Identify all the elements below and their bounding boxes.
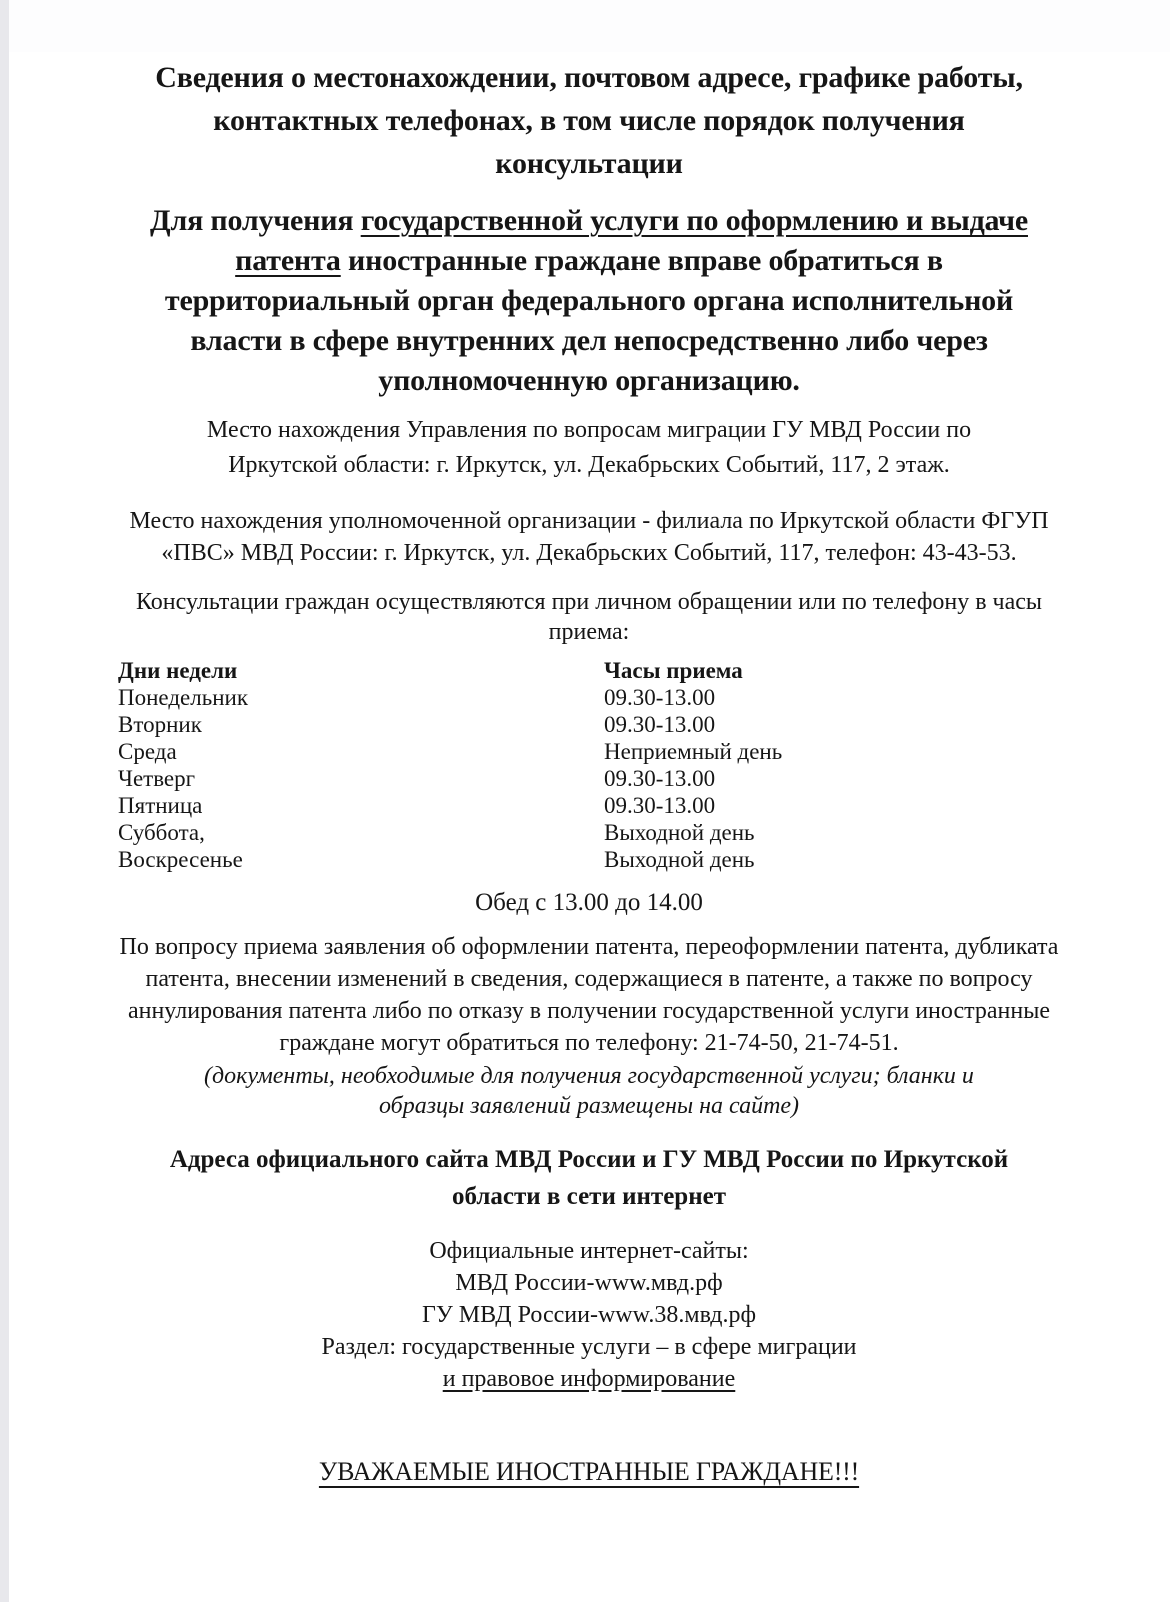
sites-section-line: Раздел: государственные услуги – в сфере миграции [321, 1334, 857, 1360]
location-umvd-paragraph: Место нахождения Управления по вопросам миграции ГУ МВД России по Иркутской области: г. Иркутск, ул. Декабрьских Событий, 117, 2 этаж. [206, 417, 972, 478]
schedule-day: Четверг [118, 766, 196, 791]
schedule-row-sunday [118, 846, 1066, 873]
schedule-hours: Неприемный день [604, 739, 783, 764]
schedule-day: Среда [118, 739, 177, 764]
footer-address-text: УВАЖАЕМЫЕ ИНОСТРАННЫЕ ГРАЖДАНЕ!!! [318, 1457, 860, 1486]
schedule-hours: 09.30-13.00 [604, 712, 716, 737]
document-title: Сведения о местонахождении, почтовом адресе, графике работы, контактных телефонах, в том числе порядок получения консультации [155, 61, 1023, 180]
schedule-header-days: Дни недели [118, 658, 238, 683]
intro-paragraph [127, 201, 1052, 401]
consultations-paragraph: Консультации граждан осуществляются при личном обращении или по телефону в часы приема: [135, 589, 1043, 645]
site-mvd-russia: МВД России-www.мвд.рф [455, 1270, 723, 1296]
intro-suffix: иностранные граждане вправе обратиться в территориальный орган федерального органа исполнительной власти в сфере внутренних дел непосредственно либо через уполномоченную организацию. [164, 244, 1014, 397]
intro-underlined-phrase: государственной услуги по оформлению и выдаче патента [235, 204, 1028, 277]
schedule-row-thursday [118, 765, 1066, 792]
schedule-hours: Выходной день [604, 847, 755, 872]
site-gu-mvd-russia: ГУ МВД России-www.38.мвд.рф [421, 1302, 757, 1328]
schedule-day: Суббота, [118, 820, 205, 845]
schedule-day: Вторник [118, 712, 202, 737]
phones-paragraph: По вопросу приема заявления об оформлении патента, переоформлении патента, дубликата патента, внесении изменений в сведения, содержащиеся в патенте, а также по вопросу аннулирования патента либо по отказу в получении государственной услуги иностранные граждане могут обратиться по телефону: 21-74-50, 21-74-51. [119, 934, 1059, 1056]
schedule-header-hours: Часы приема [604, 658, 743, 683]
schedule-row-monday [118, 684, 1066, 711]
schedule-row-friday [118, 792, 1066, 819]
schedule-row-wednesday [118, 738, 1066, 765]
schedule-row-tuesday [118, 711, 1066, 738]
schedule-hours: 09.30-13.00 [604, 685, 716, 710]
schedule-day: Пятница [118, 793, 203, 818]
schedule-row-saturday [118, 819, 1066, 846]
location-fgup-paragraph: Место нахождения уполномоченной организации - филиала по Иркутской области ФГУП «ПВС» МВД России: г. Иркутск, ул. Декабрьских Событий, 117, телефон: 43-43-53. [129, 508, 1049, 566]
documents-note: (документы, необходимые для получения государственной услуги; бланки и образцы заявлений размещены на сайте) [204, 1063, 974, 1119]
footer-address-line [112, 1457, 1066, 1487]
schedule-day: Понедельник [118, 685, 248, 710]
sites-heading: Адреса официального сайта МВД России и ГУ МВД России по Иркутской области в сети интернет [169, 1146, 1009, 1210]
sites-intro-line: Официальные интернет-сайты: [429, 1238, 749, 1264]
lunch-break-line: Обед с 13.00 до 14.00 [475, 889, 703, 916]
schedule-hours: 09.30-13.00 [604, 793, 716, 818]
sites-block [112, 1235, 1066, 1395]
schedule-table [112, 657, 1066, 873]
schedule-hours: 09.30-13.00 [604, 766, 716, 791]
schedule-header-row [118, 657, 1066, 684]
intro-prefix: Для получения [150, 204, 361, 237]
schedule-day: Воскресенье [118, 847, 243, 872]
sites-legal-info-line: и правовое информирование [442, 1366, 736, 1392]
schedule-hours: Выходной день [604, 820, 755, 845]
